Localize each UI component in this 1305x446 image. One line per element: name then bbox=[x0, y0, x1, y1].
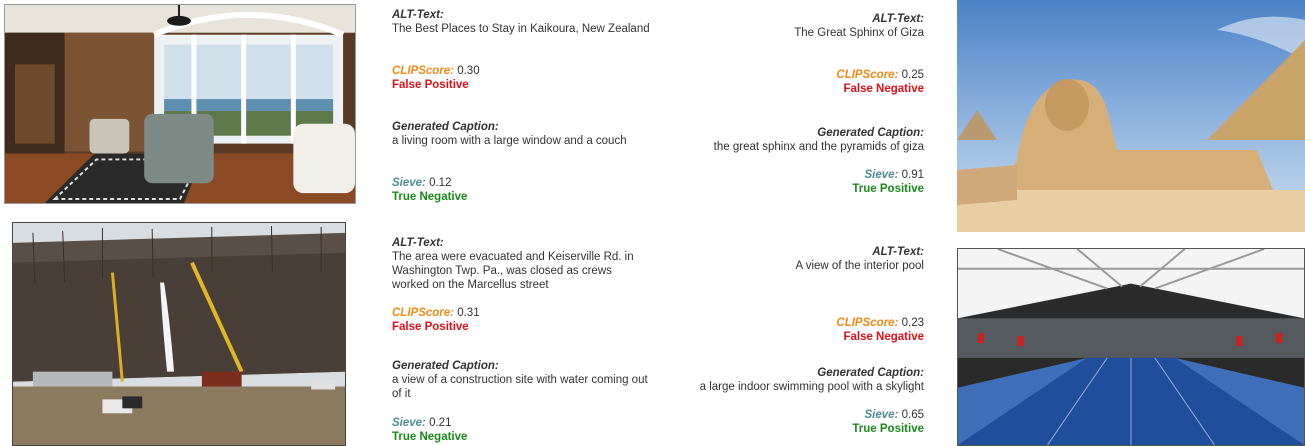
alt-text-label: ALT-Text: bbox=[872, 13, 924, 25]
clipscore-label: CLIPScore: bbox=[392, 65, 454, 77]
living-room-photo bbox=[4, 4, 356, 204]
clipscore-label: CLIPScore: bbox=[392, 307, 454, 319]
generated-caption-label: Generated Caption: bbox=[392, 121, 499, 133]
example-3-text bbox=[674, 12, 924, 202]
indoor-pool-photo bbox=[957, 248, 1305, 446]
sieve-label: Sieve: bbox=[864, 169, 899, 181]
generated-caption-label: Generated Caption: bbox=[817, 367, 924, 379]
generated-caption-value: the great sphinx and the pyramids of giza bbox=[713, 141, 924, 153]
clipscore-block bbox=[392, 64, 652, 92]
sieve-verdict: True Positive bbox=[852, 183, 924, 195]
clipscore-label: CLIPScore: bbox=[836, 317, 899, 329]
sieve-block bbox=[674, 168, 924, 196]
clipscore-verdict: False Positive bbox=[392, 79, 469, 91]
alt-text-label: ALT-Text: bbox=[392, 237, 444, 249]
clipscore-verdict: False Negative bbox=[843, 83, 924, 95]
clipscore-value: 0.23 bbox=[901, 317, 924, 329]
clipscore-label: CLIPScore: bbox=[836, 69, 899, 81]
generated-caption-block bbox=[674, 366, 924, 394]
alt-text-block bbox=[674, 245, 924, 273]
example-1-text bbox=[392, 8, 652, 208]
sieve-value: 0.12 bbox=[429, 177, 452, 189]
clipscore-verdict: False Negative bbox=[843, 331, 924, 343]
alt-text-value: A view of the interior pool bbox=[795, 260, 924, 272]
construction-site-photo bbox=[12, 222, 346, 446]
clipscore-value: 0.25 bbox=[901, 69, 924, 81]
generated-caption-label: Generated Caption: bbox=[392, 360, 499, 372]
generated-caption-value: a living room with a large window and a couch bbox=[392, 135, 627, 147]
generated-caption-label: Generated Caption: bbox=[817, 127, 924, 139]
generated-caption-value: a large indoor swimming pool with a skylight bbox=[699, 381, 924, 393]
clipscore-value: 0.30 bbox=[457, 65, 480, 77]
sieve-label: Sieve: bbox=[392, 177, 426, 189]
alt-text-value: The area were evacuated and Keiserville Rd. in Washington Twp. Pa., was closed as crews worked on the Marcellus street bbox=[392, 251, 634, 291]
clipscore-block bbox=[674, 316, 924, 344]
example-2-text bbox=[392, 236, 652, 446]
sieve-label: Sieve: bbox=[392, 417, 426, 429]
alt-text-block bbox=[392, 236, 652, 292]
sieve-verdict: True Negative bbox=[392, 191, 468, 203]
sieve-verdict: True Negative bbox=[392, 431, 468, 443]
alt-text-block bbox=[392, 8, 652, 36]
generated-caption-block bbox=[674, 126, 924, 154]
sieve-label: Sieve: bbox=[864, 409, 899, 421]
generated-caption-block bbox=[392, 359, 652, 401]
sieve-block bbox=[392, 176, 652, 204]
alt-text-value: The Best Places to Stay in Kaikoura, New Zealand bbox=[392, 23, 650, 35]
alt-text-label: ALT-Text: bbox=[392, 9, 444, 21]
generated-caption-value: a view of a construction site with water coming out of it bbox=[392, 374, 648, 400]
alt-text-block bbox=[674, 12, 924, 40]
sieve-block bbox=[674, 408, 924, 436]
clipscore-block bbox=[392, 306, 652, 334]
clipscore-value: 0.31 bbox=[457, 307, 480, 319]
sieve-value: 0.21 bbox=[429, 417, 452, 429]
sieve-value: 0.91 bbox=[901, 169, 924, 181]
alt-text-label: ALT-Text: bbox=[872, 246, 924, 258]
alt-text-value: The Great Sphinx of Giza bbox=[794, 27, 924, 39]
sphinx-photo bbox=[957, 0, 1305, 232]
sieve-block bbox=[392, 416, 652, 444]
sieve-value: 0.65 bbox=[901, 409, 924, 421]
clipscore-verdict: False Positive bbox=[392, 321, 469, 333]
clipscore-block bbox=[674, 68, 924, 96]
sieve-verdict: True Positive bbox=[852, 423, 924, 435]
example-4-text bbox=[674, 245, 924, 440]
generated-caption-block bbox=[392, 120, 652, 148]
